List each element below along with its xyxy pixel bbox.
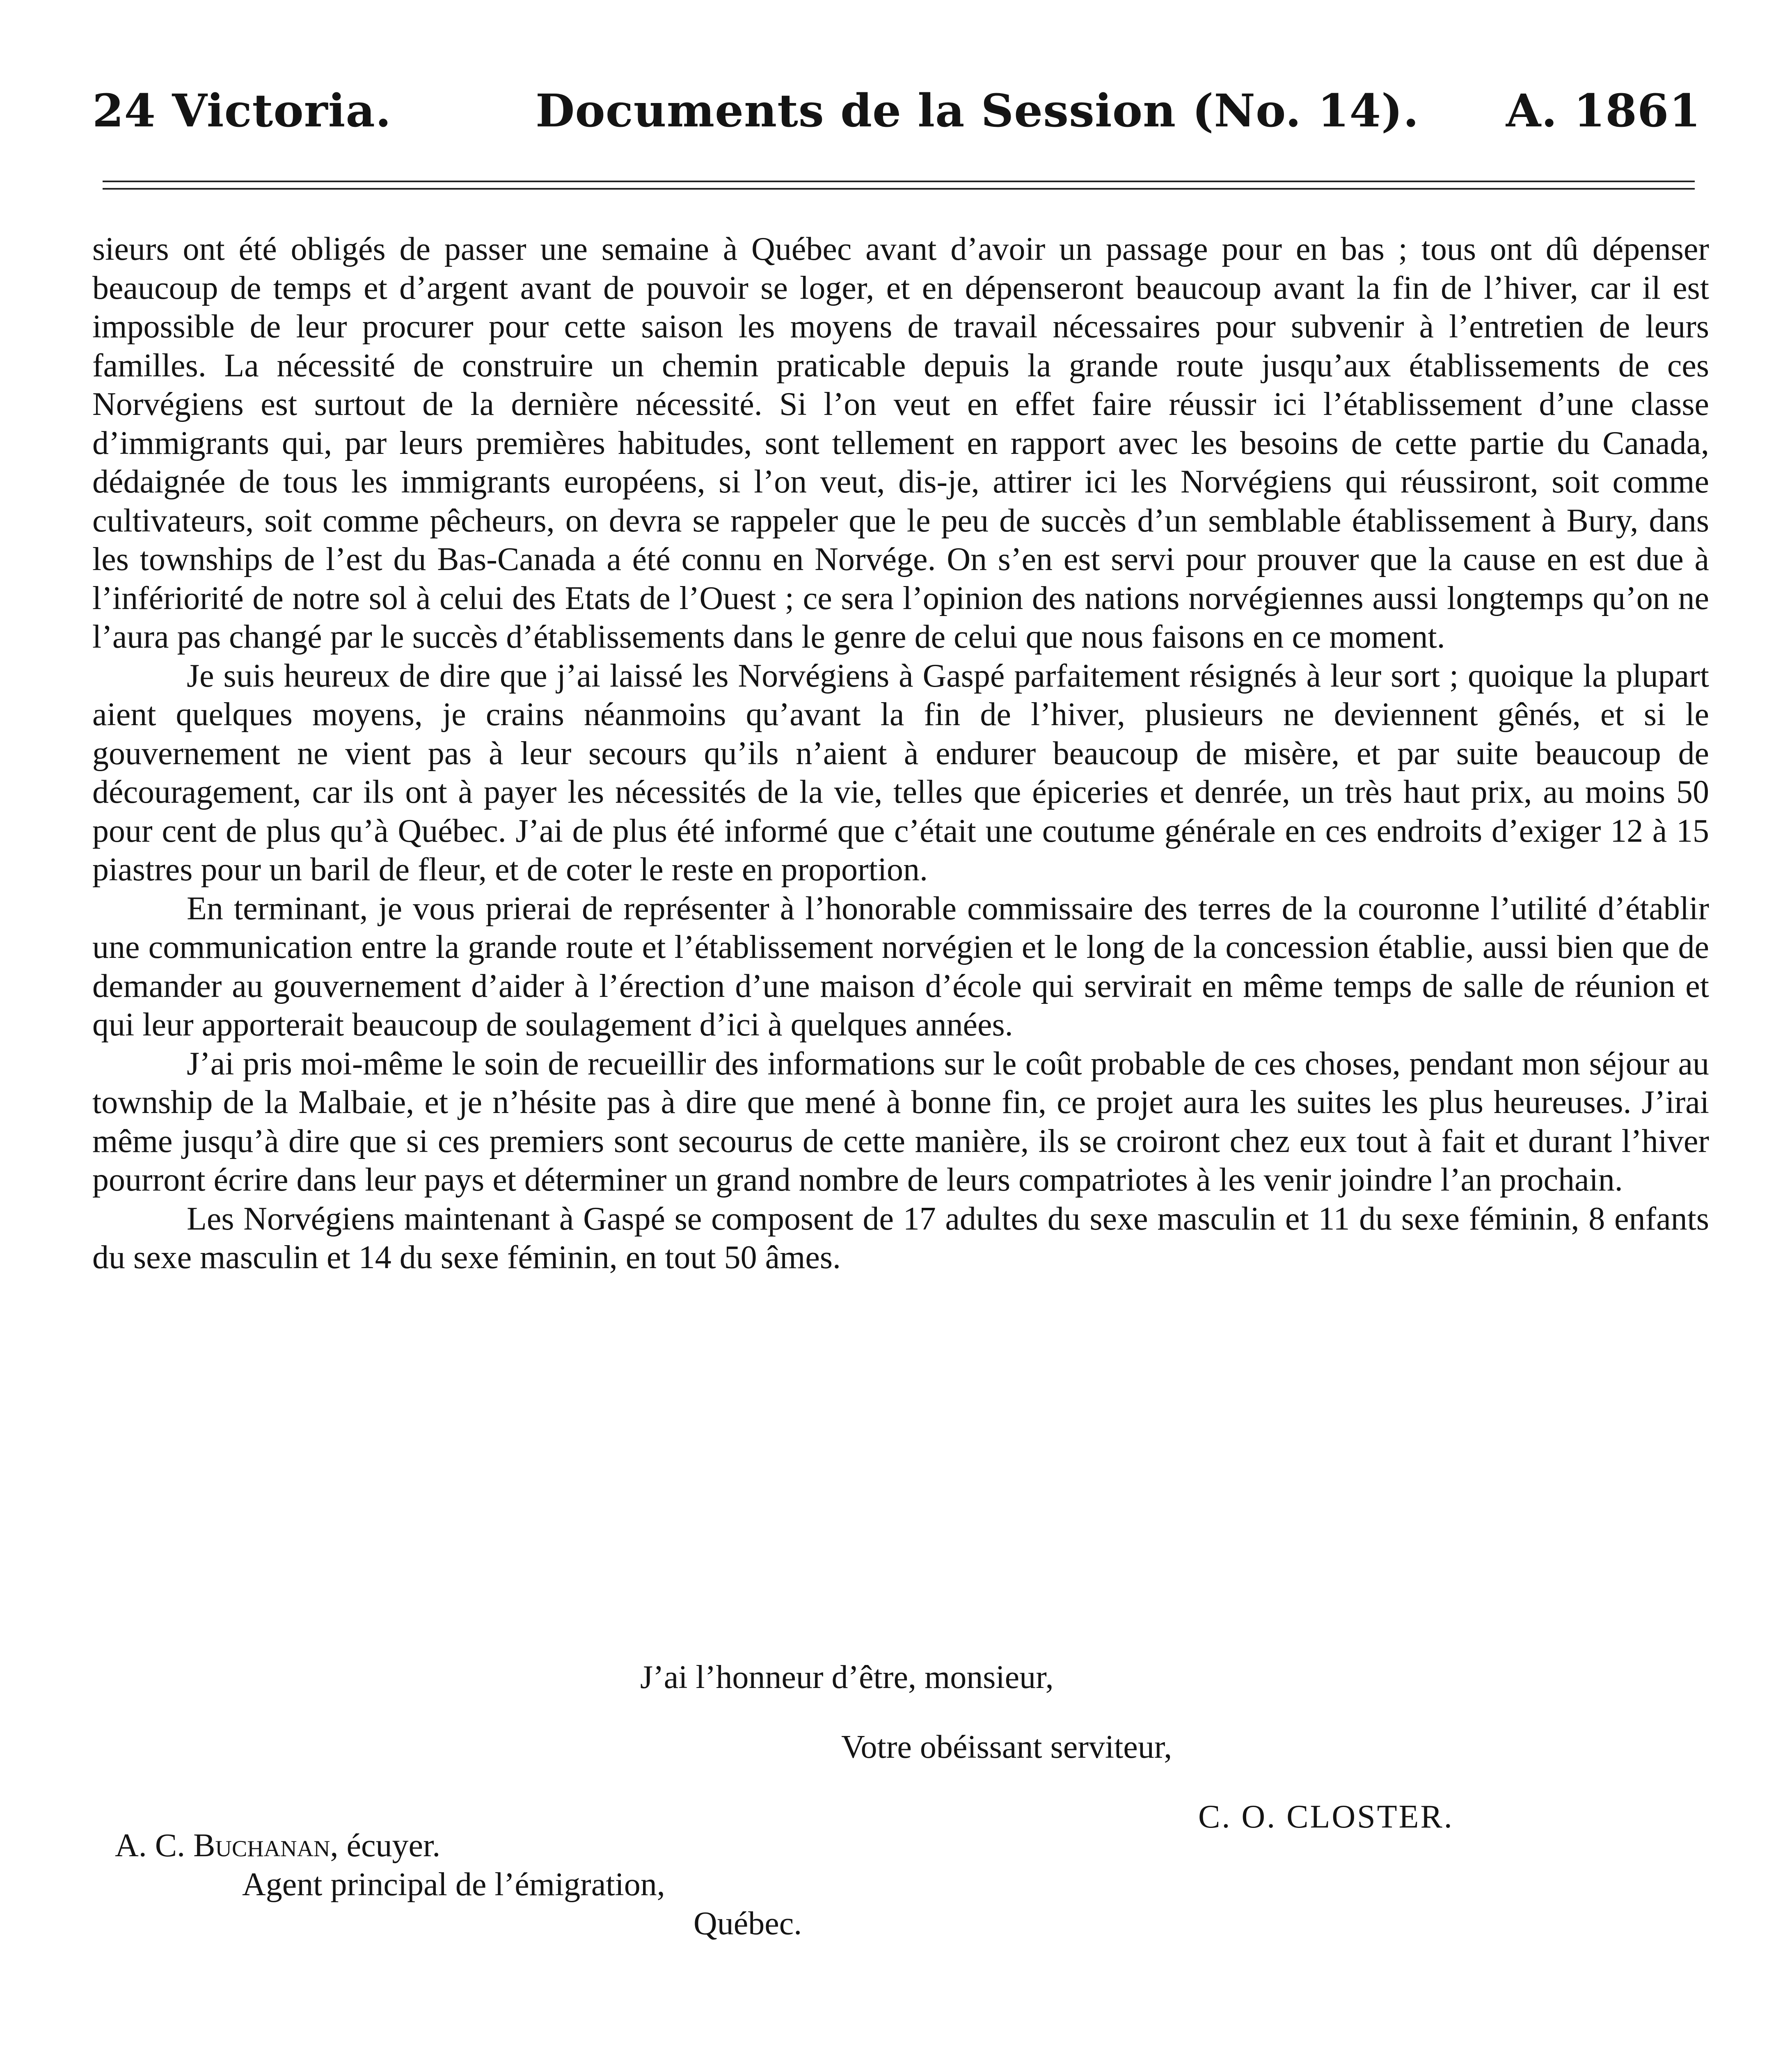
addressee-name: [115, 1826, 440, 1865]
addressee-city: Québec.: [693, 1905, 802, 1942]
addressee-surname: Buchanan: [193, 1828, 330, 1864]
closing-servant: Votre obéissant serviteur,: [841, 1729, 1172, 1765]
paragraph-requests: En terminant, je vous prierai de représenter à l’honorable commissaire des terres de la couronne l’utilité d’établir une communication entre la grande route et l’établissement norvégien et le long de la concession établie, aussi bien que de demander au gouvernement d’aider à l’érection d’une maison d’école qui servirait en même temps de salle de réunion et qui leur apporterait beaucoup de soulagement d’ici à quelques années.: [92, 890, 1709, 1043]
paragraph-population: Les Norvégiens maintenant à Gaspé se composent de 17 adultes du sexe masculin et 11 du sexe féminin, 8 enfants du sexe masculin et 14 du sexe féminin, en tout 50 âmes.: [92, 1200, 1709, 1276]
paragraph-gaspe-conditions: Je suis heureux de dire que j’ai laissé les Norvégiens à Gaspé parfaitement résignés à leur sort ; quoique la plupart aient quelques moyens, je crains néanmoins qu’avant la fin de l’hiver, plusieurs ne deviennent gênés, et si le gouvernement ne vient pas à leur secours qu’ils n’aient à endurer beaucoup de misère, et par suite beaucoup de découragement, car ils ont à payer les nécessités de la vie, telles que épiceries et denrée, un très haut prix, au moins 50 pour cent de plus qu’à Québec. J’ai de plus été informé que c’était une coutume générale en ces endroits d’exiger 12 à 15 piastres pour un baril de fleur, et de coter le reste en proportion.: [92, 657, 1709, 888]
paragraph-costs: J’ai pris moi-même le soin de recueillir des informations sur le coût probable de ces choses, pendant mon séjour au township de la Malbaie, et je n’hésite pas à dire que mené à bonne fin, ce projet aura les suites les plus heureuses. J’irai même jusqu’à dire que si ces premiers sont secourus de cette manière, ils se croiront chez eux tout à fait et durant l’hiver pourront écrire dans leur pays et déterminer un grand nombre de leurs compatriotes à les venir joindre l’an prochain.: [92, 1045, 1709, 1198]
header-rule-bottom: [103, 188, 1695, 190]
header-rule-top: [103, 181, 1695, 182]
addressee-suffix: , écuyer.: [330, 1828, 441, 1864]
header-year: A. 1861: [1506, 84, 1701, 137]
addressee-initials: A. C.: [115, 1828, 185, 1864]
letter-body: [92, 230, 1709, 1277]
paragraph-continuation: sieurs ont été obligés de passer une semaine à Québec avant d’avoir un passage pour en bas ; tous ont dû dépenser beaucoup de temps et d’argent avant de pouvoir se loger, et en dépenseront beaucoup avant la fin de l’hiver, car il est impossible de leur procurer pour cette saison les moyens de travail nécessaires pour subvenir à l’entretien de leurs familles. La nécessité de construire un chemin praticable depuis la grande route jusqu’aux établissements de ces Norvégiens est surtout de la dernière nécessité. Si l’on veut en effet faire réussir ici l’établissement d’une classe d’immigrants qui, par leurs premières habitudes, sont tellement en rapport avec les besoins de cette partie du Canada, dédaignée de tous les immigrants européens, si l’on veut, dis-je, attirer ici les Norvégiens qui réussiront, soit comme cultivateurs, soit comme pêcheurs, on devra se rappeler que le peu de succès d’un semblable établissement à Bury, dans les townships de l’est du Bas-Canada a été connu en Norvége. On s’en est servi pour prouver que la cause en est due à l’infériorité de notre sol à celui des Etats de l’Ouest ; ce sera l’opinion des nations norvégiennes aussi longtemps qu’on ne l’aura pas changé par le succès d’établissements dans le genre de celui que nous faisons en ce moment.: [92, 231, 1709, 655]
signature: C. O. CLOSTER.: [1198, 1799, 1454, 1835]
closing-salutation: J’ai l’honneur d’être, monsieur,: [640, 1659, 1054, 1695]
addressee-title: Agent principal de l’émigration,: [242, 1866, 665, 1903]
header-volume: 24 Victoria.: [92, 84, 392, 137]
header-title: Documents de la Session (No. 14).: [536, 84, 1419, 137]
page-header: [92, 84, 1701, 137]
